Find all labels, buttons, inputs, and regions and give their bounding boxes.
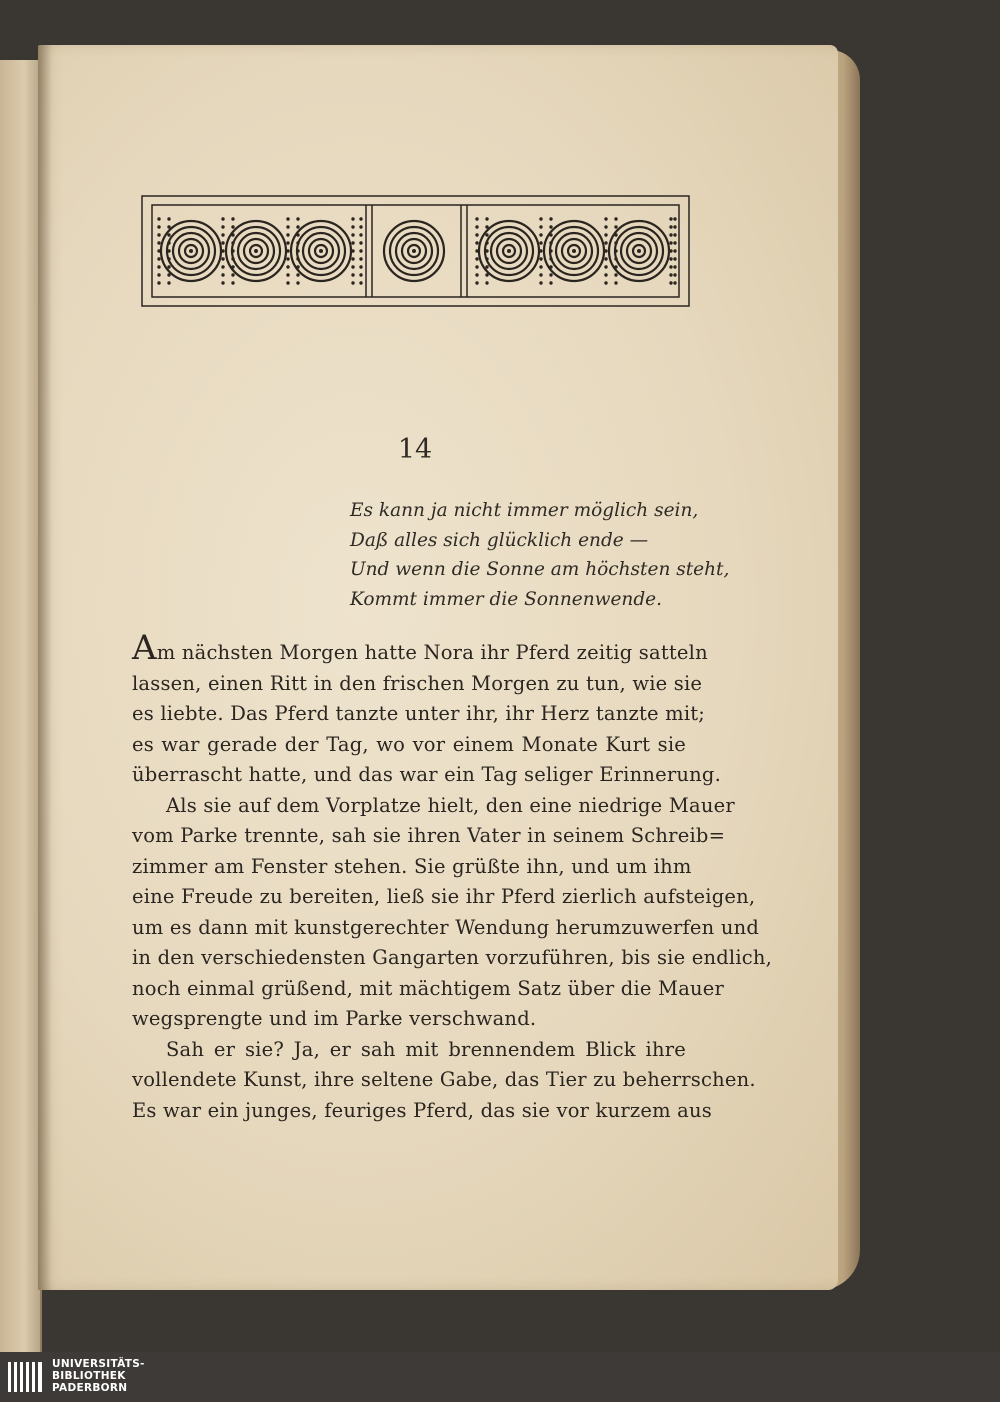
ornament-dot xyxy=(231,257,234,260)
ornament-dot xyxy=(485,257,488,260)
logo-line: UNIVERSITÄTS- xyxy=(52,1358,145,1370)
ornament-dot xyxy=(167,217,170,220)
ornament-dot xyxy=(673,241,676,244)
ornament-dot xyxy=(539,217,542,220)
ornament-dot xyxy=(669,273,672,276)
ornament-dot xyxy=(614,225,617,228)
ornament-dot xyxy=(669,257,672,260)
ornament-dot xyxy=(614,249,617,252)
ornament-dot xyxy=(221,265,224,268)
ornament-dot xyxy=(286,257,289,260)
ornament-dot xyxy=(475,233,478,236)
ornament-dot xyxy=(157,233,160,236)
ornament-dot xyxy=(614,273,617,276)
library-logo-icon xyxy=(8,1360,44,1394)
text-line: es war gerade der Tag, wo vor einem Monate Kurt sie xyxy=(132,732,686,756)
ornament-dot xyxy=(359,273,362,276)
ornament-dot xyxy=(359,225,362,228)
ornament-dot xyxy=(669,281,672,284)
ornament-dot xyxy=(549,241,552,244)
ornament-dot xyxy=(669,241,672,244)
ornament-dot xyxy=(286,241,289,244)
ornament-dot xyxy=(296,281,299,284)
motto-line: Kommt immer die Sonnenwende. xyxy=(350,588,662,610)
ornament-dot xyxy=(669,233,672,236)
ornament-dot xyxy=(669,217,672,220)
logo-line: BIBLIOTHEK xyxy=(52,1370,126,1382)
text-line: in den verschiedensten Gangarten vorzuführen, bis sie endlich, xyxy=(132,946,773,969)
ornament-dot xyxy=(231,225,234,228)
ornament-dot xyxy=(167,273,170,276)
text-line: vollendete Kunst, ihre seltene Gabe, das Tier zu beherrschen. xyxy=(132,1068,756,1091)
chapter-number: 14 xyxy=(397,434,433,465)
ornament-dot xyxy=(157,217,160,220)
ornament-dot xyxy=(475,273,478,276)
ornament-dot xyxy=(167,257,170,260)
ornament-dot xyxy=(539,281,542,284)
ornament-dot xyxy=(351,225,354,228)
ornament-dot xyxy=(485,225,488,228)
ornament-dot xyxy=(614,265,617,268)
motto-line: Daß alles sich glücklich ende — xyxy=(350,529,649,551)
ornament-dot xyxy=(221,281,224,284)
ornament-dot xyxy=(475,249,478,252)
ornament-dot xyxy=(485,241,488,244)
ornament-dot xyxy=(604,281,607,284)
text-line: überrascht hatte, und das war ein Tag seliger Erinnerung. xyxy=(132,763,721,786)
ornament-dot xyxy=(231,273,234,276)
ornament-dot xyxy=(549,281,552,284)
text-line: Es war ein junges, feuriges Pferd, das sie vor kurzem aus xyxy=(132,1098,712,1122)
ornament-dot xyxy=(296,273,299,276)
ornament-dot xyxy=(485,265,488,268)
ornament-dot xyxy=(549,225,552,228)
ornament-dot xyxy=(604,233,607,236)
ornament-dot xyxy=(549,257,552,260)
text-line: lassen, einen Ritt in den frischen Morgen zu tun, wie sie xyxy=(132,671,703,695)
ornament-dot xyxy=(475,257,478,260)
ornament-dot xyxy=(475,241,478,244)
ornament-dot xyxy=(539,265,542,268)
ornament-dot xyxy=(539,225,542,228)
ornament-dot xyxy=(221,257,224,260)
drop-cap: A xyxy=(132,628,157,668)
ornament-dot xyxy=(351,217,354,220)
ornament-dot xyxy=(221,217,224,220)
ornament-dot xyxy=(475,265,478,268)
ornament-dot xyxy=(351,273,354,276)
ornament-dot xyxy=(221,249,224,252)
ornament-center-dot xyxy=(507,249,511,253)
ornament-dot xyxy=(604,265,607,268)
ornament-dot xyxy=(475,217,478,220)
ornament-dot xyxy=(539,233,542,236)
ornament-dot xyxy=(286,233,289,236)
ornament-center-dot xyxy=(637,249,641,253)
ornament-dot xyxy=(231,217,234,220)
text-line: zimmer am Fenster stehen. Sie grüßte ihn, und um ihm xyxy=(132,854,692,878)
ornament-center-dot xyxy=(572,249,576,253)
ornament-dot xyxy=(157,273,160,276)
text-line: vom Parke trennte, sah sie ihren Vater in seinem Schreib= xyxy=(132,824,726,847)
ornament-dot xyxy=(286,225,289,228)
ornament-dot xyxy=(539,273,542,276)
ornament-dot xyxy=(673,217,676,220)
ornament-dot xyxy=(231,265,234,268)
body-text xyxy=(132,628,773,1126)
ornament-dot xyxy=(614,217,617,220)
ornament-dot xyxy=(167,249,170,252)
ornament-dot xyxy=(167,225,170,228)
ornament-dot xyxy=(157,249,160,252)
previous-page-edge xyxy=(0,60,42,1352)
ornament-dot xyxy=(604,217,607,220)
ornament-dot xyxy=(157,225,160,228)
ornament-dot xyxy=(351,257,354,260)
ornament-dot xyxy=(221,225,224,228)
ornament-dot xyxy=(221,273,224,276)
ornament-dot xyxy=(296,233,299,236)
ornament-dot xyxy=(673,273,676,276)
ornament-dot xyxy=(673,249,676,252)
ornament-center-dot xyxy=(412,249,416,253)
ornament-dot xyxy=(167,233,170,236)
text-line: wegsprengte und im Parke verschwand. xyxy=(132,1007,537,1030)
ornament-dot xyxy=(221,241,224,244)
ornament-dot xyxy=(157,265,160,268)
text-line: um es dann mit kunstgerechter Wendung herumzuwerfen und xyxy=(132,915,760,939)
ornament-dot xyxy=(157,281,160,284)
ornament-dot xyxy=(359,233,362,236)
ornament-dot xyxy=(296,257,299,260)
ornament-dot xyxy=(673,257,676,260)
ornament-dot xyxy=(359,241,362,244)
logo-line: PADERBORN xyxy=(52,1382,128,1394)
library-footer xyxy=(0,1352,1000,1402)
ornament-dot xyxy=(604,273,607,276)
ornament-dot xyxy=(485,281,488,284)
ornament-dot xyxy=(231,233,234,236)
ornament-dot xyxy=(286,217,289,220)
ornament-dot xyxy=(475,281,478,284)
ornament-center-dot xyxy=(319,249,323,253)
ornament-dot xyxy=(351,233,354,236)
ornament-center-dot xyxy=(189,249,193,253)
ornament-dot xyxy=(539,241,542,244)
text-line: Sah er sie? Ja, er sah mit brennendem Blick ihre xyxy=(166,1037,686,1061)
ornament-center-dot xyxy=(254,249,258,253)
ornament-dot xyxy=(359,257,362,260)
ornament-dot xyxy=(167,241,170,244)
chapter-motto xyxy=(350,496,730,614)
ornament-dot xyxy=(296,217,299,220)
ornament-dot xyxy=(359,249,362,252)
ornament-dot xyxy=(231,249,234,252)
ornament-dot xyxy=(669,225,672,228)
ornament-dot xyxy=(286,273,289,276)
ornament-dot xyxy=(673,265,676,268)
gutter-shadow xyxy=(38,45,52,1290)
ornament-dot xyxy=(604,225,607,228)
ornament-dot xyxy=(485,273,488,276)
text-line: es liebte. Das Pferd tanzte unter ihr, ihr Herz tanzte mit; xyxy=(132,702,706,725)
ornament-dot xyxy=(157,241,160,244)
motto-line: Und wenn die Sonne am höchsten steht, xyxy=(350,559,730,580)
ornament-dot xyxy=(296,249,299,252)
ornament-dot xyxy=(286,281,289,284)
ornament-dot xyxy=(673,281,676,284)
ornament-border xyxy=(141,195,690,307)
ornament-dot xyxy=(157,257,160,260)
text-line: Als sie auf dem Vorplatze hielt, den eine niedrige Mauer xyxy=(166,793,735,817)
ornament-dot xyxy=(604,249,607,252)
motto-line: Es kann ja nicht immer möglich sein, xyxy=(350,500,699,521)
ornament-dot xyxy=(359,281,362,284)
ornament-dot xyxy=(669,249,672,252)
text-line: eine Freude zu bereiten, ließ sie ihr Pferd zierlich aufsteigen, xyxy=(132,885,756,908)
ornament-dot xyxy=(286,249,289,252)
ornament-dot xyxy=(549,233,552,236)
ornament-dot xyxy=(359,217,362,220)
ornament-dot xyxy=(614,257,617,260)
ornament-dot xyxy=(351,241,354,244)
ornament-dot xyxy=(614,233,617,236)
ornament-dot xyxy=(604,241,607,244)
ornament-dot xyxy=(286,265,289,268)
ornament-dot xyxy=(231,241,234,244)
text-line: Am nächsten Morgen hatte Nora ihr Pferd zeitig satteln xyxy=(132,628,708,668)
library-logo-text xyxy=(52,1358,145,1394)
ornament-dot xyxy=(614,241,617,244)
ornament-dot xyxy=(167,281,170,284)
ornament-dot xyxy=(669,265,672,268)
ornament-dot xyxy=(485,249,488,252)
ornament-dot xyxy=(485,233,488,236)
ornament-dot xyxy=(359,265,362,268)
ornament-dot xyxy=(549,249,552,252)
ornament-dot xyxy=(549,273,552,276)
ornament-dot xyxy=(673,225,676,228)
ornament-dot xyxy=(296,265,299,268)
ornament-dot xyxy=(549,265,552,268)
ornament-dot xyxy=(549,217,552,220)
ornament-dot xyxy=(351,249,354,252)
ornament-dot xyxy=(539,257,542,260)
ornament-dot xyxy=(296,225,299,228)
ornament-dot xyxy=(673,233,676,236)
text-line: noch einmal grüßend, mit mächtigem Satz über die Mauer xyxy=(132,976,725,1000)
ornament-dot xyxy=(539,249,542,252)
ornament-dot xyxy=(221,233,224,236)
ornament-dot xyxy=(167,265,170,268)
ornament-dot xyxy=(351,265,354,268)
ornament-dot xyxy=(296,241,299,244)
ornament-dot xyxy=(231,281,234,284)
ornament-dot xyxy=(614,281,617,284)
ornament-dot xyxy=(485,217,488,220)
ornament-dot xyxy=(475,225,478,228)
ornament-dot xyxy=(351,281,354,284)
ornament-dot xyxy=(604,257,607,260)
